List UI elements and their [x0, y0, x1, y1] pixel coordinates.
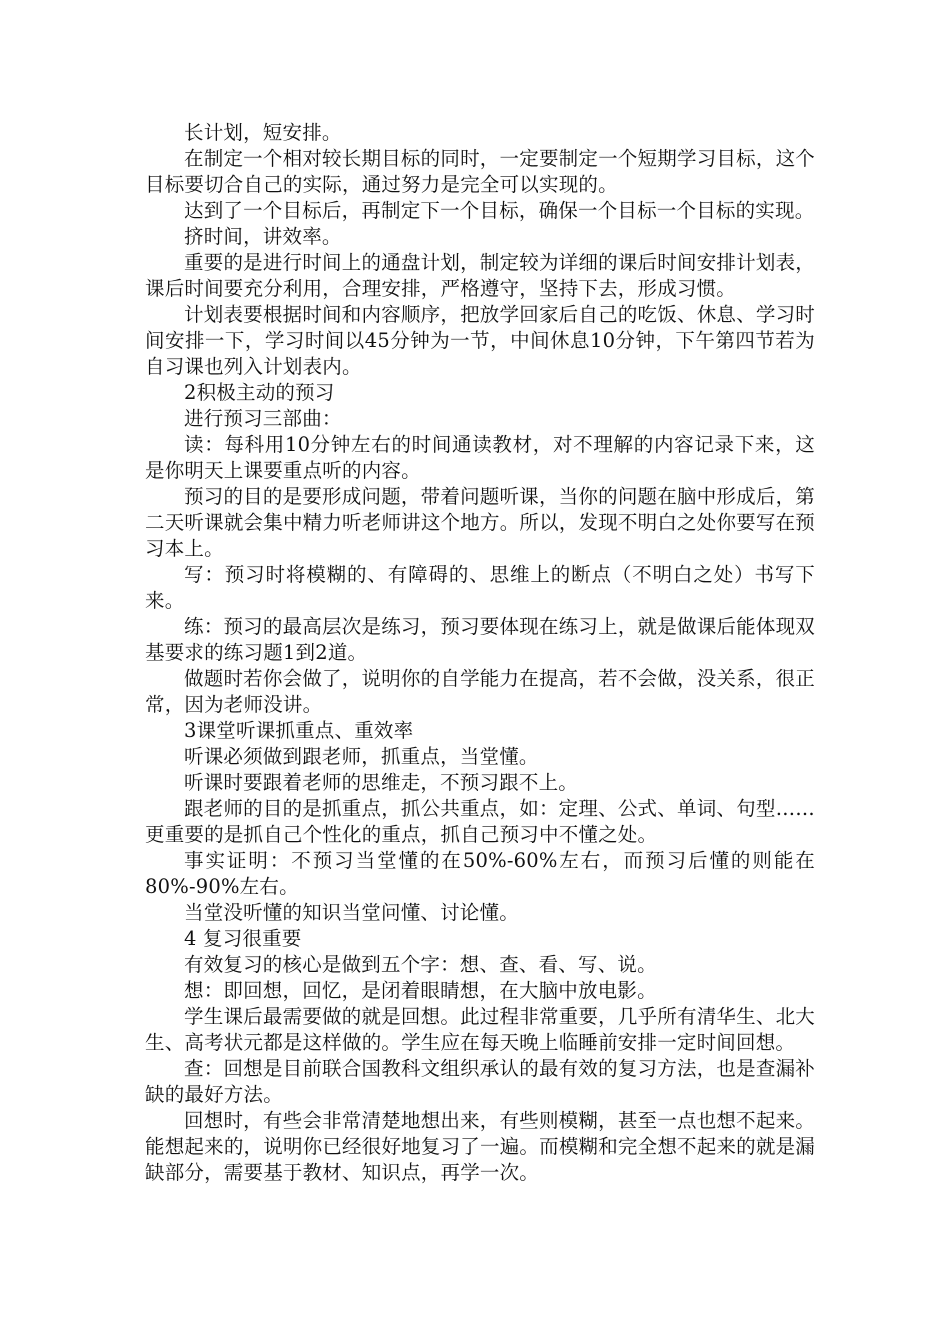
paragraph: 听课必须做到跟老师，抓重点，当堂懂。	[184, 745, 539, 768]
paragraph: 达到了一个目标后，再制定下一个目标，确保一个目标一个目标的实现。	[184, 199, 815, 222]
paragraph: 做题时若你会做了，说明你的自学能力在提高，若不会做，没关系，很正常，因为老师没讲。	[145, 667, 815, 716]
section-heading: 3课堂听课抓重点、重效率	[184, 719, 414, 742]
paragraph: 想：即回想，回忆，是闭着眼睛想，在大脑中放电影。	[184, 979, 657, 1002]
paragraph: 听课时要跟着老师的思维走，不预习跟不上。	[184, 771, 579, 794]
paragraph: 事实证明：不预习当堂懂的在50%-60%左右，而预习后懂的则能在80%-90%左右。	[145, 849, 815, 898]
paragraph: 查：回想是目前联合国教科文组织承认的最有效的复习方法，也是查漏补缺的最好方法。	[145, 1057, 815, 1106]
paragraph: 在制定一个相对较长期目标的同时，一定要制定一个短期学习目标，这个目标要切合自己的实际，通过努力是完全可以实现的。	[145, 147, 815, 196]
paragraph: 读：每科用10分钟左右的时间通读教材，对不理解的内容记录下来，这是你明天上课要重点听的内容。	[145, 433, 815, 482]
paragraph: 计划表要根据时间和内容顺序，把放学回家后自己的吃饭、休息、学习时间安排一下，学习时间以45分钟为一节，中间休息10分钟，下午第四节若为自习课也列入计划表内。	[145, 303, 815, 378]
paragraph: 重要的是进行时间上的通盘计划，制定较为详细的课后时间安排计划表，课后时间要充分利用，合理安排，严格遵守，坚持下去，形成习惯。	[145, 251, 815, 300]
section-heading: 4 复习很重要	[184, 927, 302, 950]
paragraph: 预习的目的是要形成问题，带着问题听课，当你的问题在脑中形成后，第二天听课就会集中精力听老师讲这个地方。所以，发现不明白之处你要写在预习本上。	[145, 485, 815, 560]
paragraph: 有效复习的核心是做到五个字：想、查、看、写、说。	[184, 953, 657, 976]
paragraph: 长计划，短安排。	[184, 121, 342, 144]
section-heading: 2积极主动的预习	[184, 381, 335, 404]
paragraph: 练：预习的最高层次是练习，预习要体现在练习上，就是做课后能体现双基要求的练习题1到2道。	[145, 615, 815, 664]
paragraph: 跟老师的目的是抓重点，抓公共重点，如：定理、公式、单词、句型……更重要的是抓自己个性化的重点，抓自己预习中不懂之处。	[145, 797, 815, 846]
paragraph: 学生课后最需要做的就是回想。此过程非常重要，几乎所有清华生、北大生、高考状元都是这样做的。学生应在每天晚上临睡前安排一定时间回想。	[145, 1005, 815, 1054]
paragraph: 写：预习时将模糊的、有障碍的、思维上的断点（不明白之处）书写下来。	[145, 563, 815, 612]
paragraph: 回想时，有些会非常清楚地想出来，有些则模糊，甚至一点也想不起来。能想起来的，说明你已经很好地复习了一遍。而模糊和完全想不起来的就是漏缺部分，需要基于教材、知识点，再学一次。	[145, 1109, 815, 1184]
document-body	[145, 120, 815, 1186]
paragraph: 进行预习三部曲：	[184, 407, 342, 430]
paragraph: 当堂没听懂的知识当堂问懂、讨论懂。	[184, 901, 519, 924]
paragraph: 挤时间，讲效率。	[184, 225, 342, 248]
